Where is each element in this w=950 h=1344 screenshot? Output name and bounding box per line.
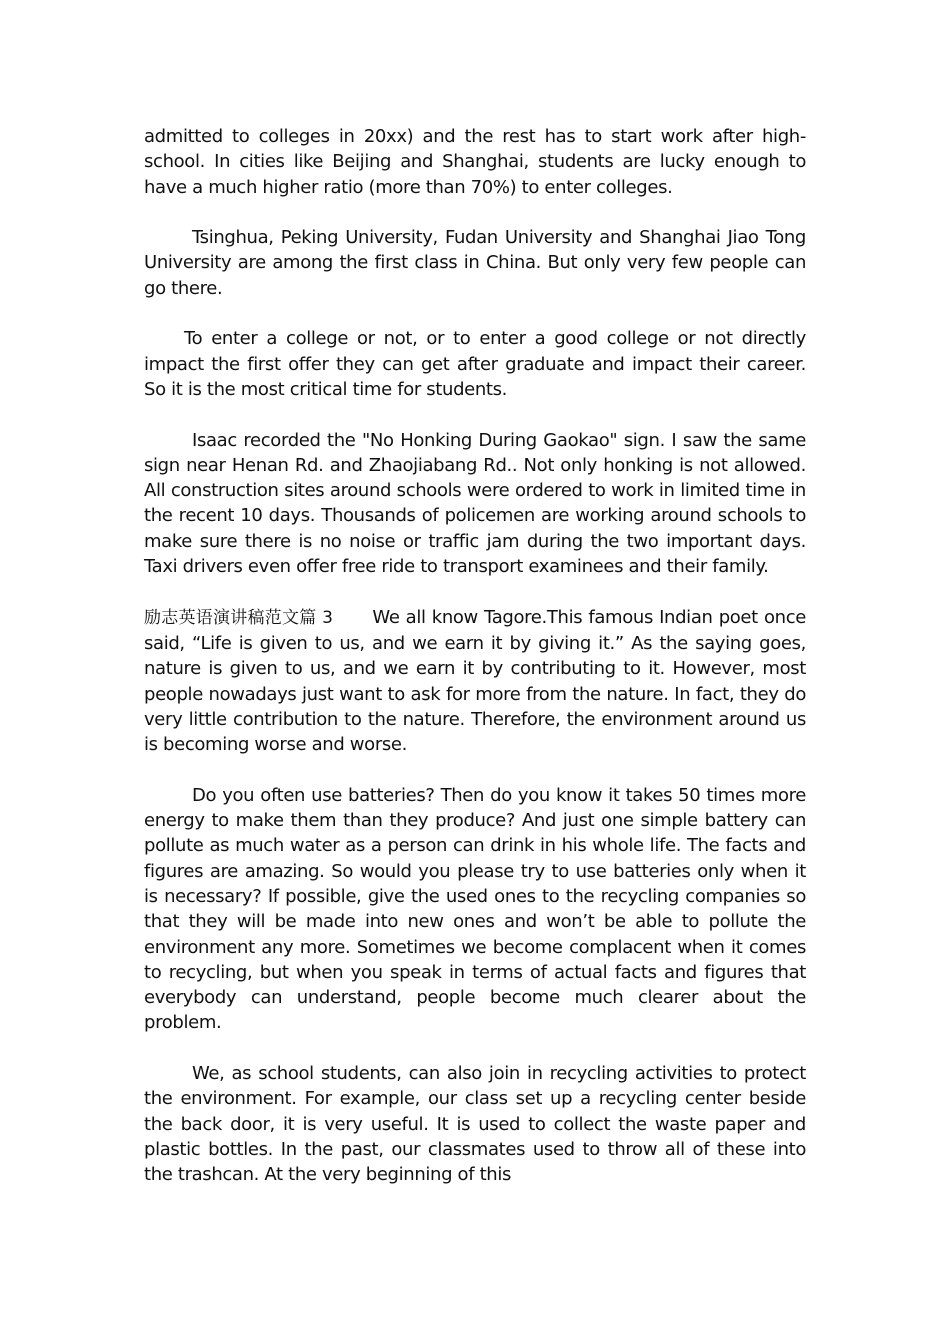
paragraph-critical-time: To enter a college or not, or to enter a good college or not directly impact the first offer they can get after graduate and impact their career. So it is the most critical time for students. (144, 328, 806, 400)
paragraph-college-ratio: admitted to colleges in 20xx) and the rest has to start work after high-school. In cities like Beijing and Shanghai, students are lucky enough to have a much higher ratio (more than 70%) to enter colleges. (144, 126, 806, 198)
paragraph-no-honking: Isaac recorded the "No Honking During Gaokao" sign. I saw the same sign near Henan Rd. and Zhaojiabang Rd.. Not only honking is not allowed. All construction sites around schools were ordered to work in limited time in the recent 10 days. Thousands of policemen are working around schools to make sure there is no noise or traffic jam during the two important days. Taxi drivers even offer free ride to transport examinees and their family. (144, 429, 806, 578)
section-heading: 励志英语演讲稿范文篇 3 (144, 607, 333, 628)
paragraph-tagore: We all know Tagore.This famous Indian poet once said, “Life is given to us, and we earn it by giving it.” As the saying goes, nature is given to us, and we earn it by contributing to it. However, most people nowadays just want to ask for more from the nature. In fact, they do very little contribution to the nature. Therefore, the environment around us is becoming worse and worse. (144, 606, 806, 756)
paragraph-batteries: Do you often use batteries? Then do you know it takes 50 times more energy to make them than they produce? And just one simple battery can pollute as much water as a person can drink in his whole life. The facts and figures are amazing. So would you please try to use batteries only when it is necessary? If possible, give the used ones to the recycling companies so that they will be made into new ones and won’t be able to pollute the environment any more. Sometimes we become complacent when it comes to recycling, but when you speak in terms of actual facts and figures that everybody can understand, people become much clearer about the problem. (144, 784, 806, 1034)
document-page (144, 124, 806, 1213)
paragraph-recycling-center: We, as school students, can also join in recycling activities to protect the environment. For example, our class set up a recycling center beside the back door, it is very useful. It is used to collect the waste paper and plastic bottles. In the past, our classmates used to throw all of these into the trashcan. At the very beginning of this (144, 1062, 806, 1186)
paragraph-section-3-intro (144, 605, 806, 758)
paragraph-top-universities: Tsinghua, Peking University, Fudan University and Shanghai Jiao Tong University are among the first class in China. But only very few people can go there. (144, 227, 806, 299)
